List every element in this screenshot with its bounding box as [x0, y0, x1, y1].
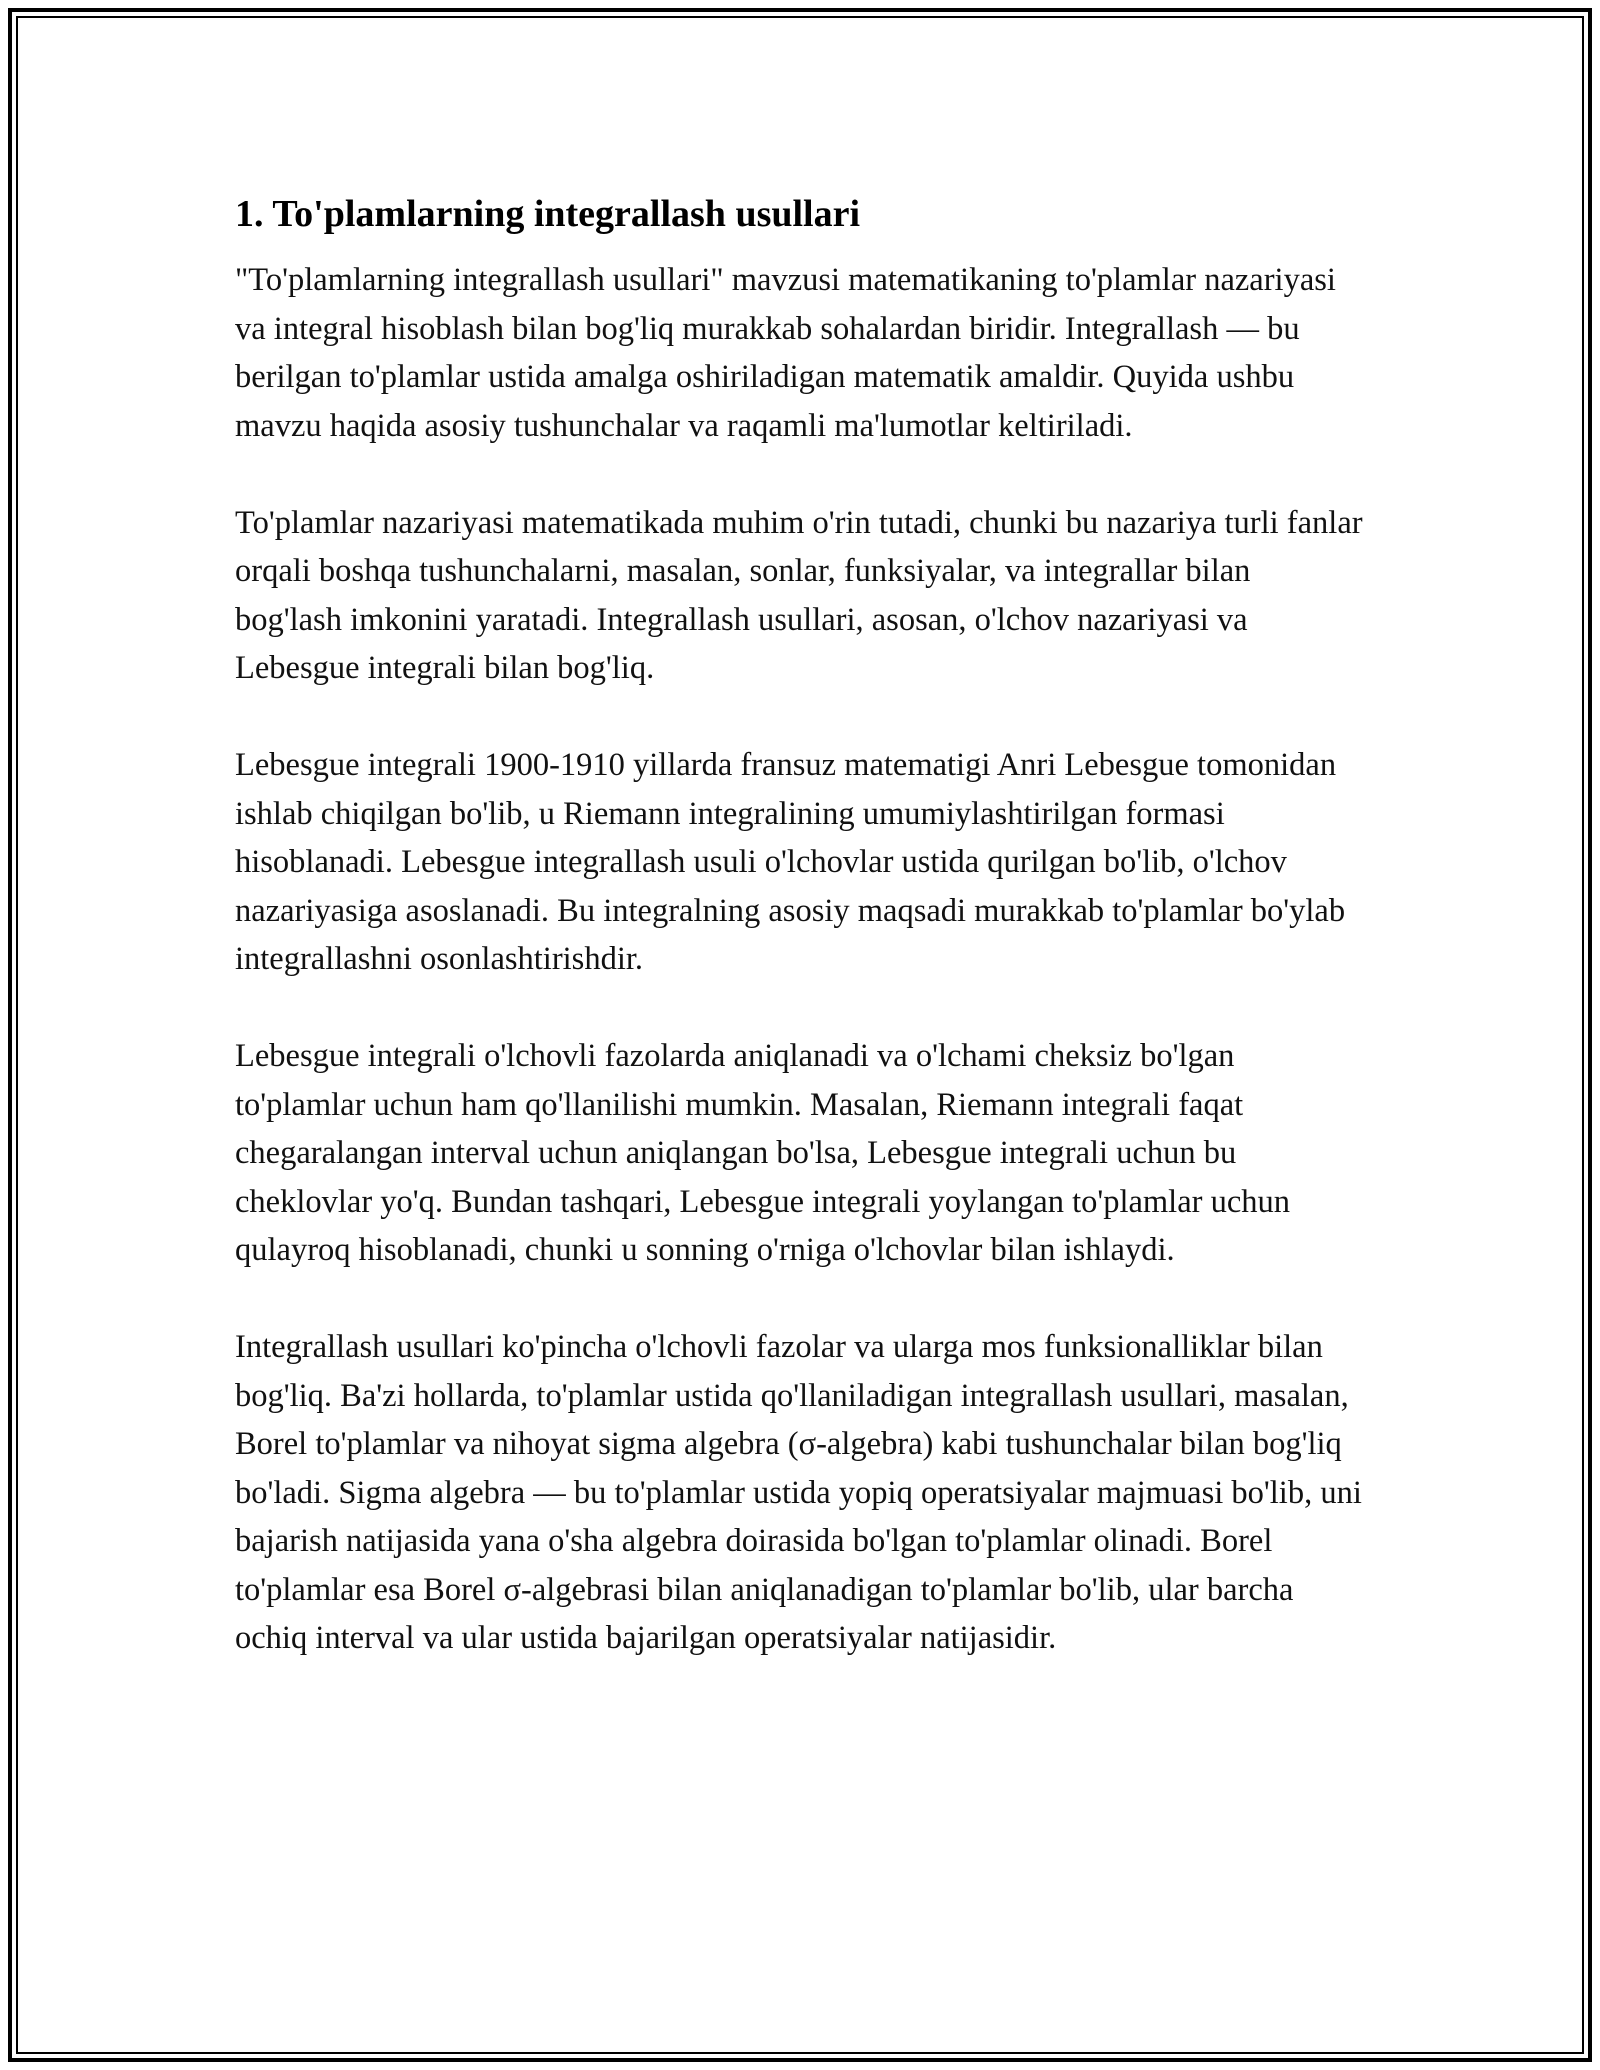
paragraph-set-theory: To'plamlar nazariyasi matematikada muhim o'rin tutadi, chunki bu nazariya turli fanlar orqali boshqa tushunchalarni, masalan, sonlar, funksiyalar, va integrallar bilan bog'lash imkonini yaratadi. Integrallash usullari, asosan, o'lchov nazariyasi va Lebesgue integrali bilan bog'liq. [235, 504, 1363, 686]
paragraph-lebesgue-history: Lebesgue integrali 1900-1910 yillarda fransuz matematigi Anri Lebesgue tomonidan ishlab chiqilgan bo'lib, u Riemann integralining umumiylashtirilgan formasi hisoblanadi. Lebesgue integrallash usuli o'lchovlar ustida qurilgan bo'lib, o'lchov nazariyasiga asoslanadi. Bu integralning asosiy maqsadi murakkab to'plamlar bo'ylab integrallashni osonlashtirishdir. [235, 747, 1346, 977]
paragraph-intro: "To'plamlarning integrallash usullari" mavzusi matematikaning to'plamlar nazariyasi va integral hisoblash bilan bog'liq murakkab sohalardan biridir. Integrallash — bu berilgan to'plamlar ustida amalga oshiriladigan matematik amaldir. Quyida ushbu mavzu haqida asosiy tushunchalar va raqamli ma'lumotlar keltiriladi. [235, 262, 1336, 444]
document-body [235, 188, 1365, 1663]
paragraph-sigma-algebra: Integrallash usullari ko'pincha o'lchovli fazolar va ularga mos funksionalliklar bilan bog'liq. Ba'zi hollarda, to'plamlar ustida qo'llaniladigan integrallash usullari, masalan, Borel to'plamlar va nihoyat sigma algebra (σ-algebra) kabi tushunchalar bilan bog'liq bo'ladi. Sigma algebra — bu to'plamlar ustida yopiq operatsiyalar majmuasi bo'lib, uni bajarish natijasida yana o'sha algebra doirasida bo'lgan to'plamlar olinadi. Borel to'plamlar esa Borel σ-algebrasi bilan aniqlanadigan to'plamlar bo'lib, ular barcha ochiq interval va ular ustida bajarilgan operatsiyalar natijasidir. [235, 1329, 1362, 1656]
paragraph-lebesgue-measure: Lebesgue integrali o'lchovli fazolarda aniqlanadi va o'lchami cheksiz bo'lgan to'plamlar uchun ham qo'llanilishi mumkin. Masalan, Riemann integrali faqat chegaralangan interval uchun aniqlangan bo'lsa, Lebesgue integrali uchun bu cheklovlar yo'q. Bundan tashqari, Lebesgue integrali yoylangan to'plamlar uchun qulayroq hisoblanadi, chunki u sonning o'rniga o'lchovlar bilan ishlaydi. [235, 1038, 1291, 1268]
page-title: 1. To'plamlarning integrallash usullari [235, 193, 861, 235]
